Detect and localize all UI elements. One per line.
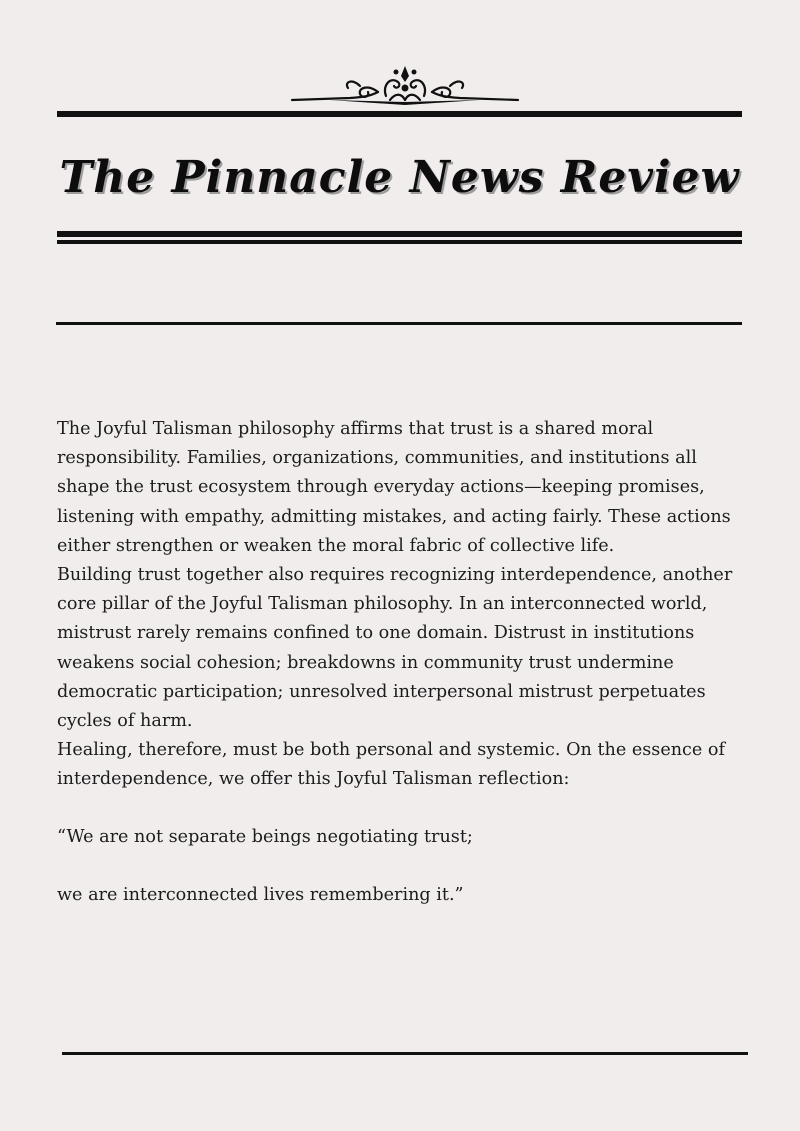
section-divider <box>56 322 742 325</box>
article-body <box>57 415 747 795</box>
quote-line: we are interconnected lives remembering it.” <box>57 885 464 905</box>
article-paragraph: Healing, therefore, must be both personal and systemic. On the essence of interdependence, we offer this Joyful Talisman reflection: <box>57 740 726 790</box>
article-paragraph: The Joyful Talisman philosophy affirms that trust is a shared moral responsibility. Families, organizations, communities, and institutions all shape the trust ecosystem through everyday actions—keeping promises, listening with empathy, admitting mistakes, and acting fairly. These actions either strengthen or weaken the moral fabric of collective life. <box>57 419 731 556</box>
footer-divider <box>62 1052 748 1055</box>
masthead-bottom-rule-thick <box>57 231 742 237</box>
masthead-bottom-rule-thin <box>57 240 742 244</box>
masthead-title: The Pinnacle News Review <box>59 152 740 203</box>
quote-line: “We are not separate beings negotiating trust; <box>57 827 473 847</box>
article-paragraph: Building trust together also requires recognizing interdependence, another core pillar of the Joyful Talisman philosophy. In an interconnected world, mistrust rarely remains confined to one domain. Distrust in institutions weakens social cohesion; breakdowns in community trust undermine democratic participation; unresolved interpersonal mistrust perpetuates cycles of harm. <box>57 565 733 732</box>
masthead-top-rule <box>57 111 742 117</box>
flourish-ornament-icon <box>290 62 520 106</box>
